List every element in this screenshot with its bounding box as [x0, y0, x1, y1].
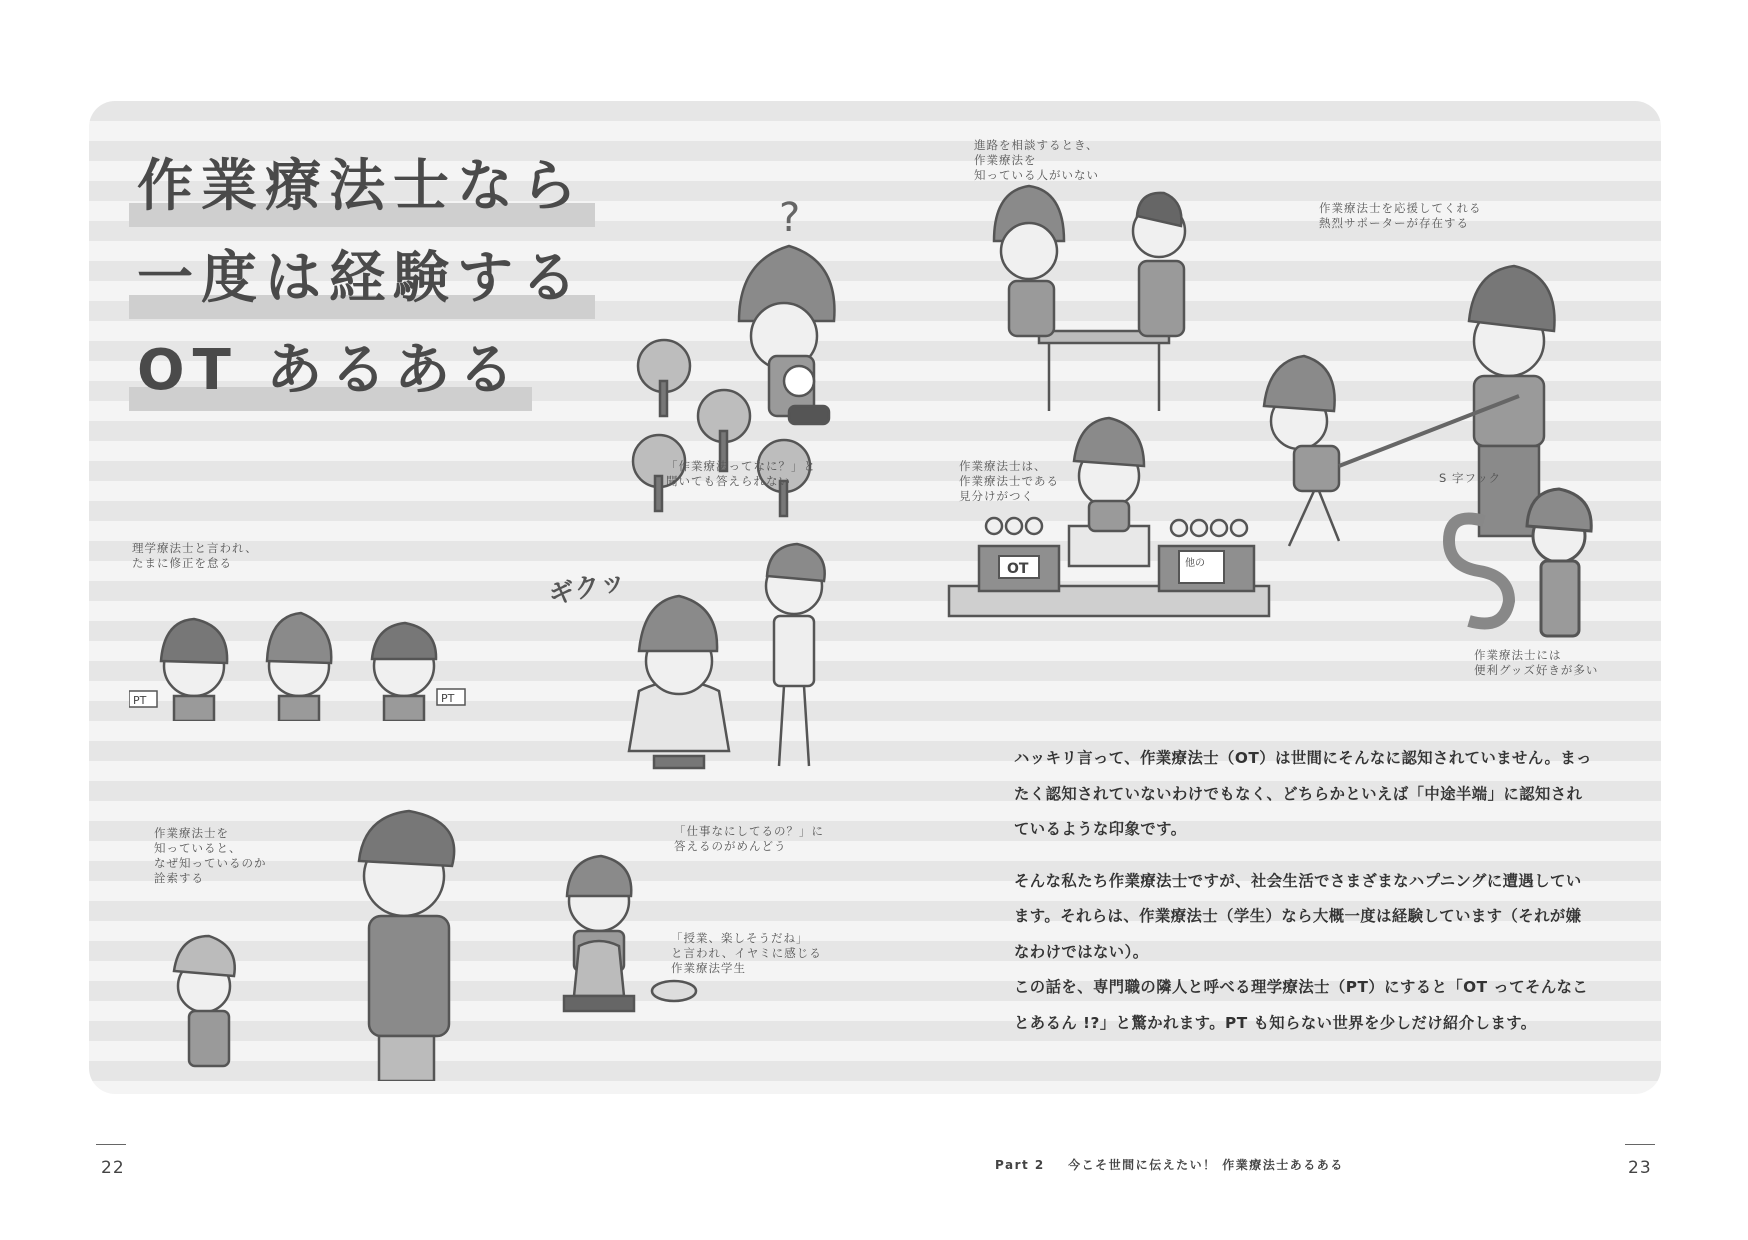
title-line-1: 作業療法士なら	[129, 159, 595, 215]
illustration-searching-trees	[619, 171, 939, 551]
running-header	[995, 1156, 1344, 1173]
body-paragraph-2: そんな私たち作業療法士ですが、社会生活でさまざまなハプニングに遭遇しています。それらは、作業療法士（学生）なら大概一度は経験しています（それが嫌なわけではない）。	[1014, 871, 1582, 961]
caption-question: 「作業療法ってなに？」と 聞いても答えられない	[666, 459, 816, 488]
body-paragraph-1: ハッキリ言って、作業療法士（OT）は世間にそんなに認知されていません。まったく認知されていないわけでもなく、どちらかといえば「中途半端」に認知されているような印象です。	[1014, 749, 1592, 838]
illustration-career-consultation	[989, 171, 1209, 411]
caption-supporter: 作業療法士を応援してくれる 熱烈サポーターが存在する	[1319, 201, 1482, 230]
body-paragraph-3: この話を、専門職の隣人と呼べる理学療法士（PT）にすると「OT ってそんなことあるん !?」と驚かれます。PT も知らない世界を少しだけ紹介します。	[1014, 978, 1589, 1032]
ot-box-label: OT	[1007, 561, 1029, 577]
caption-goods: 作業療法士には 便利グッズ好きが多い	[1474, 648, 1599, 677]
question-mark: ?	[779, 195, 801, 241]
pt-tag-right: PT	[441, 692, 455, 705]
pt-tag-left: PT	[133, 694, 147, 707]
section-label: Part 2	[995, 1158, 1045, 1172]
caption-shook: S 字フック	[1439, 471, 1502, 485]
caption-why: 作業療法士を 知っていると、 なぜ知っているのか 詮索する	[154, 826, 267, 885]
caption-career: 進路を相談するとき、 作業療法を 知っている人がいない	[974, 138, 1099, 182]
caption-class: 「授業、楽しそうだね」 と言われ、イヤミに感じる 作業療法学生	[671, 931, 822, 975]
title-line-3: OT あるある	[129, 343, 532, 399]
illustration-haircut	[529, 541, 859, 801]
footer-rule-left	[96, 1144, 126, 1145]
illustration-why-know	[134, 791, 514, 1081]
running-title: 今こそ世間に伝えたい！ 作業療法士あるある	[1068, 1158, 1344, 1172]
illustration-shook	[1409, 481, 1609, 641]
body-text	[1014, 741, 1594, 1041]
caption-distinguish: 作業療法士は、 作業療法士である 見分けがつく	[959, 459, 1059, 503]
content-panel	[89, 101, 1661, 1094]
page-number-right: 23	[1628, 1158, 1652, 1178]
other-box-label: 他の	[1185, 558, 1205, 569]
footer-rule-right	[1625, 1144, 1655, 1145]
title-line-2: 一度は経験する	[129, 251, 595, 307]
illustration-pt-mixup	[129, 591, 469, 721]
page-number-left: 22	[101, 1158, 125, 1178]
caption-job: 「仕事なにしてるの？」に 答えるのがめんどう	[674, 824, 824, 853]
caption-pt: 理学療法士と言われ、 たまに修正を怠る	[132, 541, 258, 570]
gikutt-label: ギクッ	[546, 565, 629, 612]
illustration-distinguish	[939, 416, 1279, 641]
